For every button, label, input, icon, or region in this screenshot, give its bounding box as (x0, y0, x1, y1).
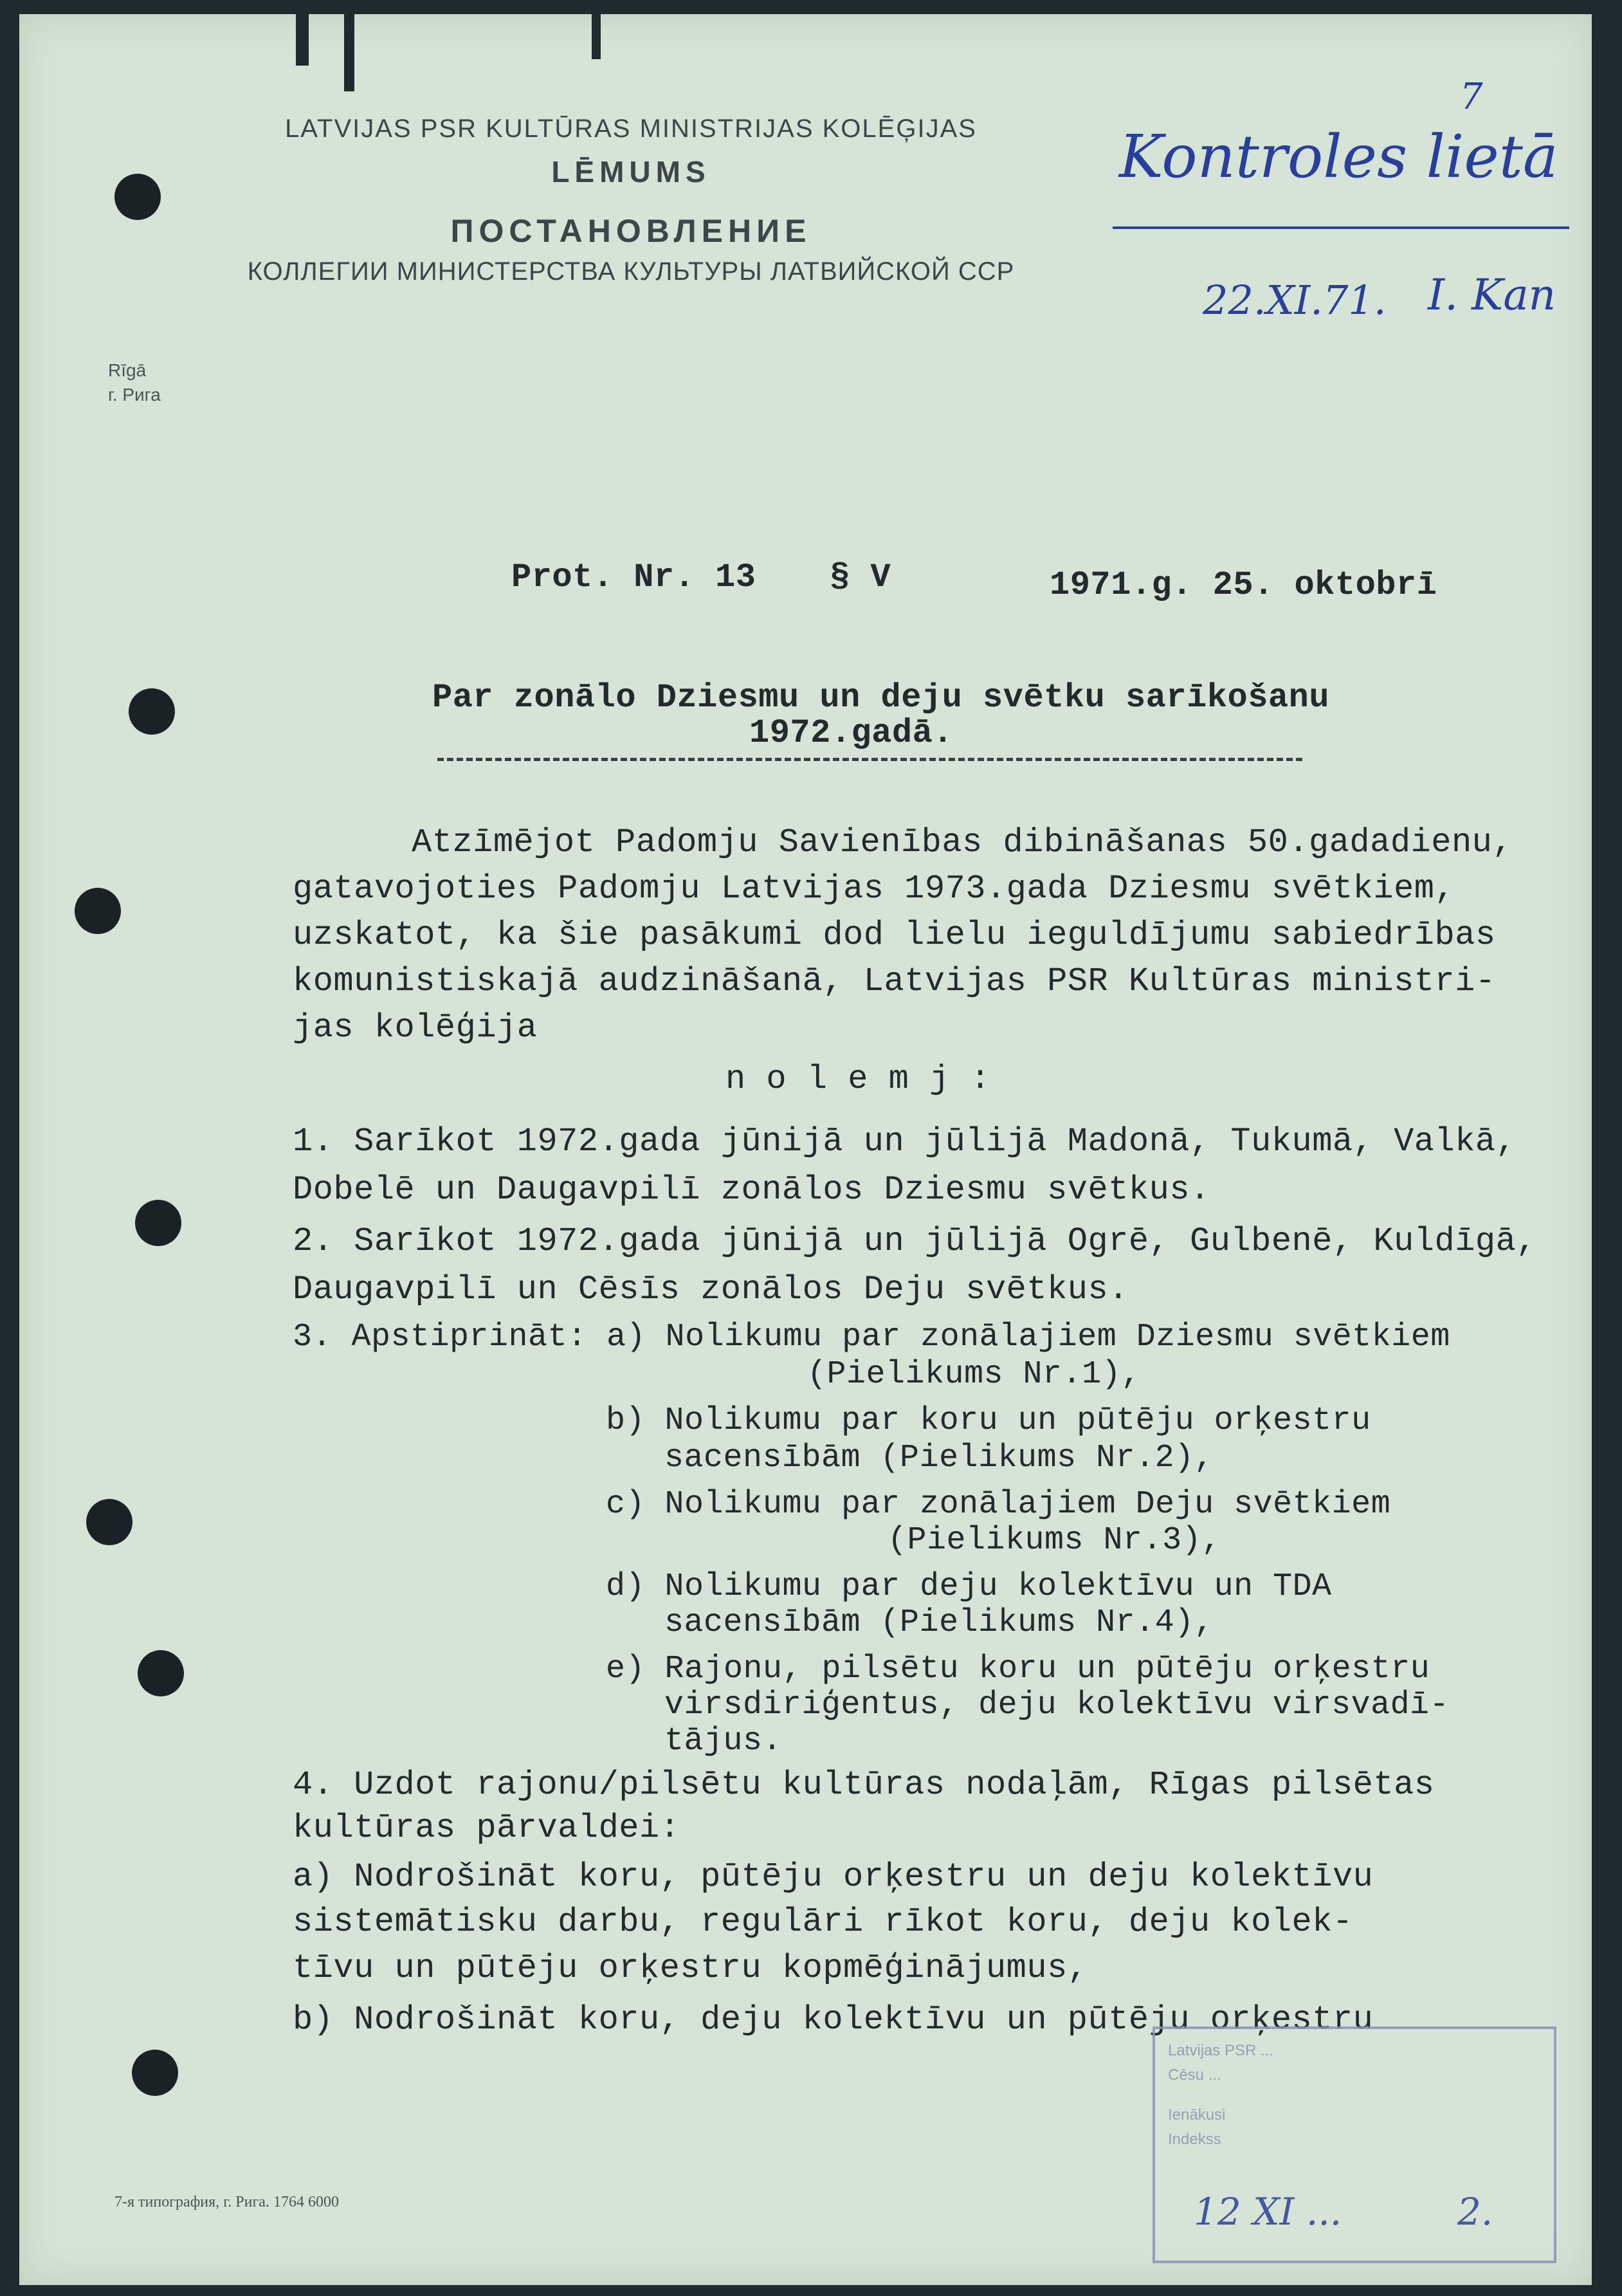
title-underline (437, 758, 1302, 761)
item-line: b) Nolikumu par koru un pūtēju orķestru (606, 1402, 1371, 1439)
item-line: sistemātisku darbu, regulāri rīkot koru, deju kolek- (293, 1903, 1353, 1941)
stamp-text: Indekss (1168, 2131, 1221, 2148)
title-line-1: Par zonālo Dziesmu un deju svētku sarīkošanu (432, 679, 1330, 717)
item-line: sacensībām (Pielikums Nr.4), (664, 1604, 1214, 1641)
item-line: e) Rajonu, pilsētu koru un pūtēju orķestru (606, 1651, 1430, 1687)
header-russian-title: ПОСТАНОВЛЕНИЕ (450, 213, 812, 249)
protocol-section: § V (830, 558, 891, 596)
header-latvian-title: LĒMUMS (551, 155, 711, 188)
item-line: d) Nolikumu par deju kolektīvu un TDA (606, 1568, 1332, 1605)
stamp-text: Cēsu ... (1168, 2066, 1221, 2084)
item-line: (Pielikums Nr.1), (807, 1356, 1141, 1393)
punch-hole (132, 2050, 178, 2096)
printer-imprint: 7-я типография, г. Рига. 1764 6000 (114, 2194, 339, 2210)
handwritten-date: 22.XI.71. (1203, 277, 1387, 324)
header-russian-line: КОЛЛЕГИИ МИНИСТЕРСТВА КУЛЬТУРЫ ЛАТВИЙСКОЙ ССР (247, 257, 1015, 286)
paper-tear (344, 14, 354, 91)
stamp-text: Latvijas PSR ... (1168, 2042, 1274, 2059)
item-line: virsdiriģentus, deju kolektīvu virsvadī- (664, 1687, 1450, 1723)
stamp-handwritten-number: 2. (1457, 2190, 1493, 2234)
intro-line: uzskatot, ka šie pasākumi dod lielu ieguldījumu sabiedrības (293, 916, 1496, 954)
place-latvian: Rīgā (108, 360, 147, 380)
item-line: Daugavpilī un Cēsīs zonālos Deju svētkus. (293, 1271, 1129, 1309)
handwritten-underline (1113, 226, 1569, 229)
protocol-date: 1971.g. 25. oktobrī (1050, 566, 1437, 604)
item-line: 2. Sarīkot 1972.gada jūnijā un jūlijā Ogrē, Gulbenē, Kuldīgā, (293, 1222, 1537, 1260)
item-line: b) Nodrošināt koru, deju kolektīvu un pūtēju orķestru (293, 2001, 1374, 2039)
item-line: a) Nodrošināt koru, pūtēju orķestru un deju kolektīvu (293, 1858, 1374, 1896)
intro-line: Atzīmējot Padomju Savienības dibināšanas 50.gadadienu, (412, 823, 1513, 861)
intro-line: gatavojoties Padomju Latvijas 1973.gada Dziesmu svētkiem, (293, 870, 1455, 908)
item-line: tājus. (664, 1723, 783, 1759)
item-line: 4. Uzdot rajonu/pilsētu kultūras nodaļām, Rīgas pilsētas (293, 1766, 1435, 1804)
item-line: kultūras pārvaldei: (293, 1809, 680, 1847)
punch-hole (135, 1200, 181, 1246)
header-latvian-line: LATVIJAS PSR KULTŪRAS MINISTRIJAS KOLĒĢIJAS (285, 115, 977, 143)
stamp-text: Ienākusi (1168, 2106, 1226, 2124)
item-line: c) Nolikumu par zonālajiem Deju svētkiem (606, 1486, 1391, 1523)
intro-line: komunistiskajā audzināšanā, Latvijas PSR Kultūras ministri- (293, 962, 1496, 1000)
item-line: 1. Sarīkot 1972.gada jūnijā un jūlijā Madonā, Tukumā, Valkā, (293, 1123, 1517, 1161)
item-line: 3. Apstiprināt: a) Nolikumu par zonālajiem Dziesmu svētkiem (293, 1319, 1450, 1355)
item-line: Dobelē un Daugavpilī zonālos Dziesmu svētkus. (293, 1171, 1210, 1209)
paper-tear (296, 14, 309, 66)
punch-hole (129, 688, 175, 735)
item-line: sacensībām (Pielikums Nr.2), (664, 1440, 1214, 1476)
handwritten-page-number: 7 (1460, 76, 1483, 118)
handwritten-note: Kontroles lietā (1119, 122, 1558, 191)
registration-stamp (1153, 2026, 1556, 2263)
item-line: tīvu un pūtēju orķestru kopmēģinājumus, (293, 1949, 1088, 1987)
punch-hole (75, 888, 121, 934)
stamp-handwritten-date: 12 XI ... (1194, 2190, 1342, 2234)
handwritten-signature: I. Kan (1428, 270, 1556, 320)
decides-heading: n o l e m j : (725, 1060, 991, 1098)
title-line-2: 1972.gadā. (749, 714, 954, 752)
paper-tear (592, 14, 601, 59)
place-russian: г. Рига (108, 385, 161, 405)
intro-line: jas kolēģija (293, 1009, 538, 1047)
punch-hole (86, 1499, 132, 1545)
item-line: (Pielikums Nr.3), (888, 1522, 1221, 1559)
punch-hole (138, 1650, 184, 1696)
protocol-number: Prot. Nr. 13 (511, 558, 756, 596)
